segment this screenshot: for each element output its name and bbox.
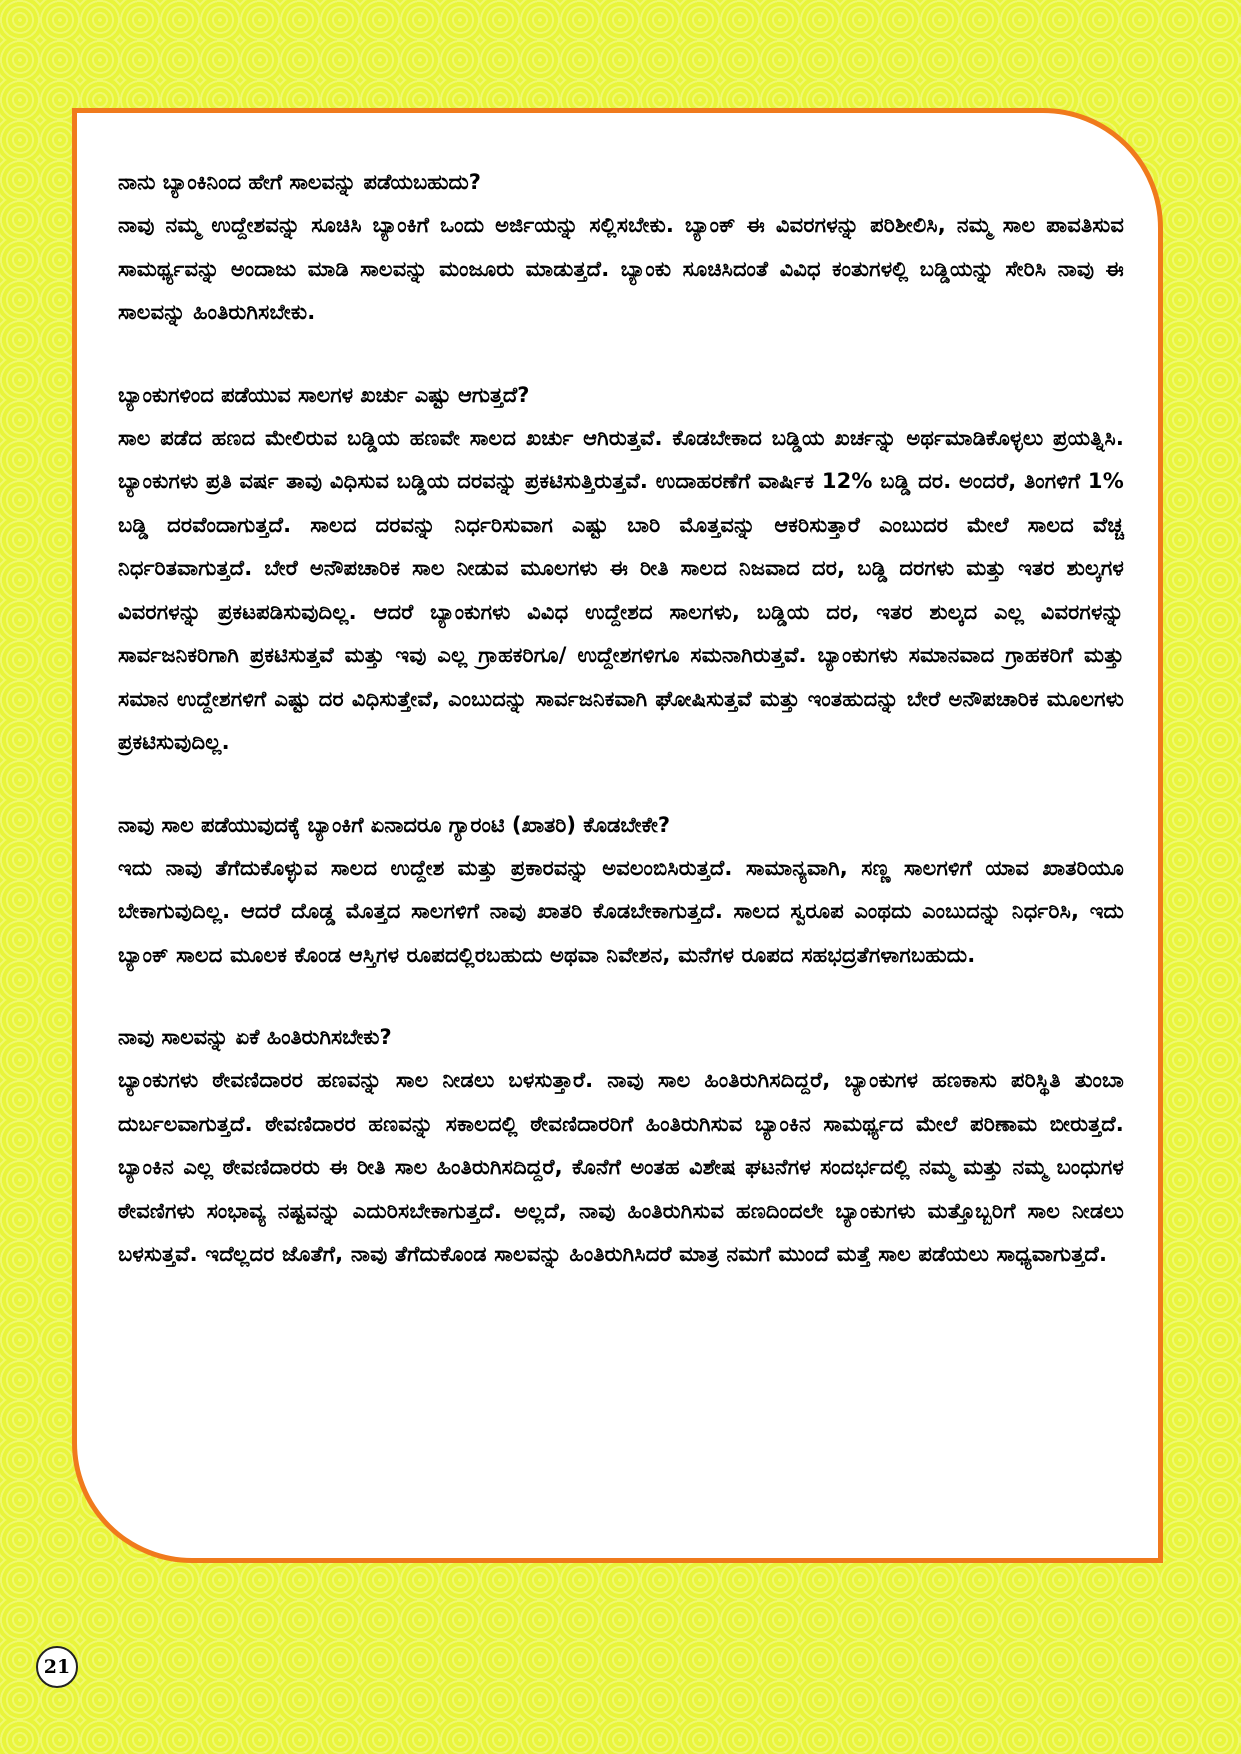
section-guarantee	[118, 811, 1124, 978]
section-body: ನಾವು ನಮ್ಮ ಉದ್ದೇಶವನ್ನು ಸೂಚಿಸಿ ಬ್ಯಾಂಕಿಗೆ ಒಂದು ಅರ್ಜಿಯನ್ನು ಸಲ್ಲಿಸಬೇಕು. ಬ್ಯಾಂಕ್ ಈ ವಿವರಗಳನ್ನು ಪರಿಶೀಲಿಸಿ, ನಮ್ಮ ಸಾಲ ಪಾವತಿಸುವ ಸಾಮರ್ಥ್ಯವನ್ನು ಅಂದಾಜು ಮಾಡಿ ಸಾಲವನ್ನು ಮಂಜೂರು ಮಾಡುತ್ತದೆ. ಬ್ಯಾಂಕು ಸೂಚಿಸಿದಂತೆ ವಿವಿಧ ಕಂತುಗಳಲ್ಲಿ ಬಡ್ಡಿಯನ್ನು ಸೇರಿಸಿ ನಾವು ಈ ಸಾಲವನ್ನು ಹಿಂತಿರುಗಿಸಬೇಕು.	[118, 213, 1124, 324]
section-heading: ನಾವು ಸಾಲ ಪಡೆಯುವುದಕ್ಕೆ ಬ್ಯಾಂಕಿಗೆ ಏನಾದರೂ ಗ್ಯಾರಂಟಿ (ಖಾತರಿ) ಕೊಡಬೇಕೇ?	[118, 812, 671, 837]
page-number: 21	[36, 1646, 78, 1688]
section-body: ಇದು ನಾವು ತೆಗೆದುಕೊಳ್ಳುವ ಸಾಲದ ಉದ್ದೇಶ ಮತ್ತು ಪ್ರಕಾರವನ್ನು ಅವಲಂಬಿಸಿರುತ್ತದೆ. ಸಾಮಾನ್ಯವಾಗಿ, ಸಣ್ಣ ಸಾಲಗಳಿಗೆ ಯಾವ ಖಾತರಿಯೂ ಬೇಕಾಗುವುದಿಲ್ಲ. ಆದರೆ ದೊಡ್ಡ ಮೊತ್ತದ ಸಾಲಗಳಿಗೆ ನಾವು ಖಾತರಿ ಕೊಡಬೇಕಾಗುತ್ತದೆ. ಸಾಲದ ಸ್ವರೂಪ ಎಂಥದು ಎಂಬುದನ್ನು ನಿರ್ಧರಿಸಿ, ಇದು ಬ್ಯಾಂಕ್ ಸಾಲದ ಮೂಲಕ ಕೊಂಡ ಆಸ್ತಿಗಳ ರೂಪದಲ್ಲಿರಬಹುದು ಅಥವಾ ನಿವೇಶನ, ಮನೆಗಳ ರೂಪದ ಸಹಭದ್ರತೆಗಳಾಗಬಹುದು.	[118, 855, 1124, 967]
section-why-repay	[118, 1023, 1124, 1277]
section-body: ಬ್ಯಾಂಕುಗಳು ಠೇವಣಿದಾರರ ಹಣವನ್ನು ಸಾಲ ನೀಡಲು ಬಳಸುತ್ತಾರೆ. ನಾವು ಸಾಲ ಹಿಂತಿರುಗಿಸದಿದ್ದರೆ, ಬ್ಯಾಂಕುಗಳ ಹಣಕಾಸು ಪರಿಸ್ಥಿತಿ ತುಂಬಾ ದುರ್ಬಲವಾಗುತ್ತದೆ. ಠೇವಣಿದಾರರ ಹಣವನ್ನು ಸಕಾಲದಲ್ಲಿ ಠೇವಣಿದಾರರಿಗೆ ಹಿಂತಿರುಗಿಸುವ ಬ್ಯಾಂಕಿನ ಸಾಮರ್ಥ್ಯದ ಮೇಲೆ ಪರಿಣಾಮ ಬೀರುತ್ತದೆ. ಬ್ಯಾಂಕಿನ ಎಲ್ಲ ಠೇವಣಿದಾರರು ಈ ರೀತಿ ಸಾಲ ಹಿಂತಿರುಗಿಸದಿದ್ದರೆ, ಕೊನೆಗೆ ಅಂತಹ ವಿಶೇಷ ಘಟನೆಗಳ ಸಂದರ್ಭದಲ್ಲಿ ನಮ್ಮ ಮತ್ತು ನಮ್ಮ ಬಂಧುಗಳ ಠೇವಣಿಗಳು ಸಂಭಾವ್ಯ ನಷ್ಟವನ್ನು ಎದುರಿಸಬೇಕಾಗುತ್ತದೆ. ಅಲ್ಲದೆ, ನಾವು ಹಿಂತಿರುಗಿಸುವ ಹಣದಿಂದಲೇ ಬ್ಯಾಂಕುಗಳು ಮತ್ತೊಬ್ಬರಿಗೆ ಸಾಲ ನೀಡಲು ಬಳಸುತ್ತವೆ. ಇದೆಲ್ಲದರ ಜೊತೆಗೆ, ನಾವು ತೆಗೆದುಕೊಂಡ ಸಾಲವನ್ನು ಹಿಂತಿರುಗಿಸಿದರೆ ಮಾತ್ರ ನಮಗೆ ಮುಂದೆ ಮತ್ತೆ ಸಾಲ ಪಡೆಯಲು ಸಾಧ್ಯವಾಗುತ್ತದೆ.	[118, 1068, 1124, 1266]
section-heading: ನಾನು ಬ್ಯಾಂಕಿನಿಂದ ಹೇಗೆ ಸಾಲವನ್ನು ಪಡೆಯಬಹುದು?	[118, 170, 481, 194]
section-how-to-get-loan	[118, 168, 1124, 335]
section-heading: ನಾವು ಸಾಲವನ್ನು ಏಕೆ ಹಿಂತಿರುಗಿಸಬೇಕು?	[118, 1025, 392, 1049]
section-heading: ಬ್ಯಾಂಕುಗಳಿಂದ ಪಡೆಯುವ ಸಾಲಗಳ ಖರ್ಚು ಎಷ್ಟು ಆಗುತ್ತದೆ?	[118, 382, 530, 407]
section-body: ಸಾಲ ಪಡೆದ ಹಣದ ಮೇಲಿರುವ ಬಡ್ಡಿಯ ಹಣವೇ ಸಾಲದ ಖರ್ಚು ಆಗಿರುತ್ತವೆ. ಕೊಡಬೇಕಾದ ಬಡ್ಡಿಯ ಖರ್ಚನ್ನು ಅರ್ಥಮಾಡಿಕೊಳ್ಳಲು ಪ್ರಯತ್ನಿಸಿ. ಬ್ಯಾಂಕುಗಳು ಪ್ರತಿ ವರ್ಷ ತಾವು ವಿಧಿಸುವ ಬಡ್ಡಿಯ ದರವನ್ನು ಪ್ರಕಟಿಸುತ್ತಿರುತ್ತವೆ. ಉದಾಹರಣೆಗೆ ವಾರ್ಷಿಕ 12% ಬಡ್ಡಿ ದರ. ಅಂದರೆ, ತಿಂಗಳಿಗೆ 1% ಬಡ್ಡಿ ದರವೆಂದಾಗುತ್ತದೆ. ಸಾಲದ ದರವನ್ನು ನಿರ್ಧರಿಸುವಾಗ ಎಷ್ಟು ಬಾರಿ ಮೊತ್ತವನ್ನು ಆಕರಿಸುತ್ತಾರೆ ಎಂಬುದರ ಮೇಲೆ ಸಾಲದ ವೆಚ್ಚ ನಿರ್ಧರಿತವಾಗುತ್ತದೆ. ಬೇರೆ ಅನೌಪಚಾರಿಕ ಸಾಲ ನೀಡುವ ಮೂಲಗಳು ಈ ರೀತಿ ಸಾಲದ ನಿಜವಾದ ದರ, ಬಡ್ಡಿ ದರಗಳು ಮತ್ತು ಇತರ ಶುಲ್ಕಗಳ ವಿವರಗಳನ್ನು ಪ್ರಕಟಪಡಿಸುವುದಿಲ್ಲ. ಆದರೆ ಬ್ಯಾಂಕುಗಳು ವಿವಿಧ ಉದ್ದೇಶದ ಸಾಲಗಳು, ಬಡ್ಡಿಯ ದರ, ಇತರ ಶುಲ್ಕದ ಎಲ್ಲ ವಿವರಗಳನ್ನು ಸಾರ್ವಜನಿಕರಿಗಾಗಿ ಪ್ರಕಟಿಸುತ್ತವೆ ಮತ್ತು ಇವು ಎಲ್ಲ ಗ್ರಾಹಕರಿಗೂ/ ಉದ್ದೇಶಗಳಿಗೂ ಸಮನಾಗಿರುತ್ತವೆ. ಬ್ಯಾಂಕುಗಳು ಸಮಾನವಾದ ಗ್ರಾಹಕರಿಗೆ ಮತ್ತು ಸಮಾನ ಉದ್ದೇಶಗಳಿಗೆ ಎಷ್ಟು ದರ ವಿಧಿಸುತ್ತೇವೆ, ಎಂಬುದನ್ನು ಸಾರ್ವಜನಿಕವಾಗಿ ಘೋಷಿಸುತ್ತವೆ ಮತ್ತು ಇಂತಹುದನ್ನು ಬೇರೆ ಅನೌಪಚಾರಿಕ ಮೂಲಗಳು ಪ್ರಕಟಿಸುವುದಿಲ್ಲ.	[118, 425, 1124, 754]
document-content	[118, 168, 1124, 1323]
section-loan-cost	[118, 381, 1124, 765]
